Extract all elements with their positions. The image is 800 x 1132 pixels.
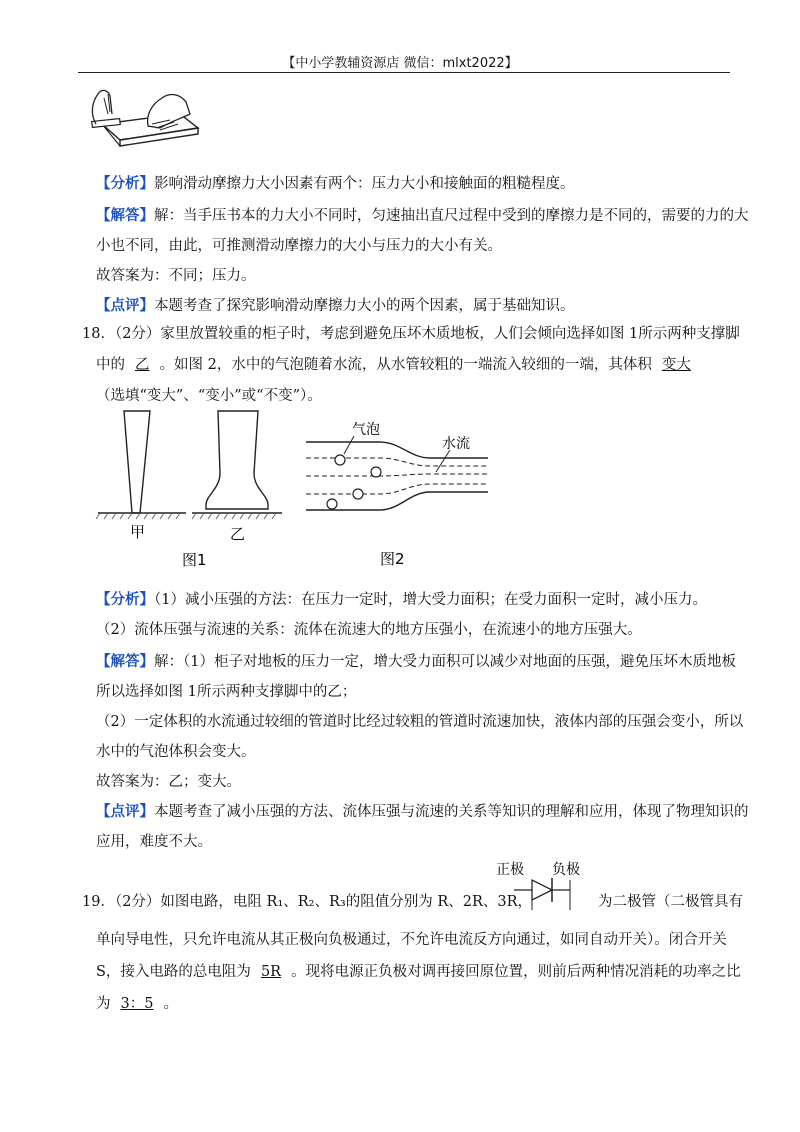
page-header: 【中小学教辅资源店 微信：mlxt2022】 xyxy=(282,56,518,71)
q18-stem-3: （选填“变大”、“变小”或“不变”）。 xyxy=(96,388,322,404)
q17-answer: 故答案为：不同；压力。 xyxy=(96,268,256,284)
q18-blank-2: 变大 xyxy=(661,357,691,373)
header-rule xyxy=(78,72,730,73)
q18-solution-3: （2）一定体积的水流通过较细的管道时比经过较粗的管道时流速加快，液体内部的压强会变小，所以 xyxy=(96,714,744,730)
q19-stem-4: 为 3：5 。 xyxy=(96,992,178,1013)
q18-stem-1: 18．（2分）家里放置较重的柜子时，考虑到避免压坏木质地板，人们会倾向选择如图 1所示两种支撑脚 xyxy=(82,326,740,342)
q17-solution-1: 【解答】解：当手压书本的力大小不同时，匀速抽出直尺过程中受到的摩擦力是不同的，需要的力的大 xyxy=(96,208,749,224)
q17-comment: 【点评】本题考查了探究影响滑动摩擦力大小的两个因素，属于基础知识。 xyxy=(96,298,575,314)
q18-solution-4: 水中的气泡体积会变大。 xyxy=(96,744,256,760)
q19-blank-2: 3：5 xyxy=(120,996,154,1012)
q19-stem-1b: 为二极管（二极管具有 xyxy=(598,894,743,910)
q18-comment-2: 应用，难度不大。 xyxy=(96,834,212,850)
q18-comment-1: 【点评】本题考查了减小压强的方法、流体压强与流速的关系等知识的理解和应用，体现了物理知识的 xyxy=(96,804,749,820)
q18-analysis-1: 【分析】（1）减小压强的方法：在压力一定时，增大受力面积；在受力面积一定时，减小压力。 xyxy=(96,592,707,608)
fig2-bubble-label: 气泡 xyxy=(352,422,380,438)
diode-positive-label: 正极 xyxy=(496,862,524,878)
q19-stem-1a: 19．（2分）如图电路，电阻 R₁、R₂、R₃的阻值分别为 R、2R、3R， xyxy=(82,894,533,910)
q18-stem-2: 中的 乙 。如图 2，水中的气泡随着水流，从水管较粗的一端流入较细的一端，其体积 变大 xyxy=(96,353,701,374)
figure-1-support-feet xyxy=(92,405,292,575)
friction-hands-figure xyxy=(90,84,202,156)
q18-solution-1: 【解答】解：（1）柜子对地板的压力一定，增大受力面积可以减少对地面的压强，避免压坏木质地板 xyxy=(96,654,736,670)
fig2-caption: 图2 xyxy=(380,550,405,568)
q17-solution-2: 小也不同，由此，可推测滑动摩擦力的大小与压力的大小有关。 xyxy=(96,238,502,254)
figure-2-water-pipe xyxy=(300,410,500,570)
fig2-flow-label: 水流 xyxy=(442,436,470,452)
fig1-label-jia: 甲 xyxy=(130,523,146,541)
q18-answer: 故答案为：乙；变大。 xyxy=(96,774,241,790)
q18-solution-2: 所以选择如图 1所示两种支撑脚中的乙； xyxy=(96,684,357,700)
diode-negative-label: 负极 xyxy=(552,862,580,878)
fig1-label-yi: 乙 xyxy=(230,525,246,543)
q19-stem-3: S，接入电路的总电阻为 5R 。现将电源正负极对调再接回原位置，则前后两种情况消耗的功率之比 xyxy=(96,964,741,980)
fig1-caption: 图1 xyxy=(182,551,207,569)
q18-analysis-2: （2）流体压强与流速的关系：流体在流速大的地方压强小，在流速小的地方压强大。 xyxy=(96,622,642,638)
q19-stem-2: 单向导电性，只允许电流从其正极向负极通过，不允许电流反方向通过，如同自动开关）。闭合开关 xyxy=(96,932,727,948)
q17-analysis: 【分析】影响滑动摩擦力大小因素有两个：压力大小和接触面的粗糙程度。 xyxy=(96,176,575,192)
q18-blank-1: 乙 xyxy=(135,357,150,373)
q19-blank-1: 5R xyxy=(260,964,282,980)
